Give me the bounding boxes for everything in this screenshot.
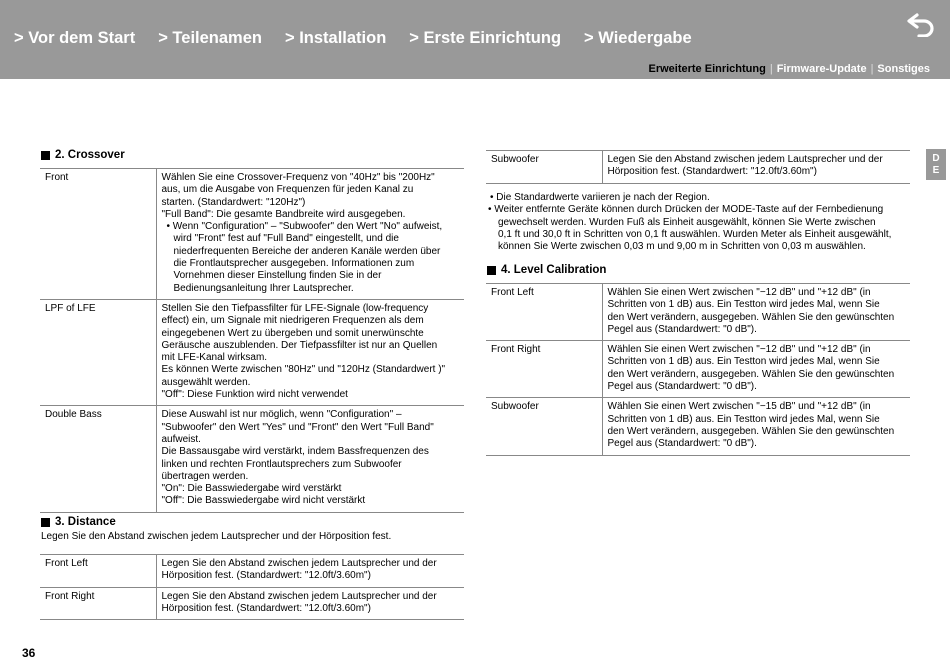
black-square-icon (41, 151, 50, 160)
black-square-icon (487, 266, 496, 275)
text-line: "On": Die Basswiedergabe wird verstärkt (161, 483, 342, 495)
text-line: Schritten von 1 dB) aus. Ein Testton wird jedes Mal, wenn Sie (607, 299, 880, 311)
nav-installation[interactable]: > Installation (284, 29, 387, 47)
sub-nav (648, 63, 930, 75)
text-line: Hörposition fest. (Standardwert: "12.0ft/3.60m") (161, 602, 371, 614)
distance-heading (41, 516, 116, 528)
text-line: mit LFE-Kanal wirksam. (161, 352, 268, 364)
text-line: Hörposition fest. (Standardwert: "12.0ft/3.60m") (607, 166, 817, 178)
row-label: Front Right (40, 587, 156, 620)
crossover-heading (41, 149, 125, 161)
subnav-firmware-update[interactable]: Firmware-Update (776, 63, 867, 75)
text-line: eingegebenen Wert zu übergeben und somit unerwünschte (161, 327, 424, 339)
text-line: Schritten von 1 dB) aus. Ein Testton wird jedes Mal, wenn Sie (607, 413, 880, 425)
list-item (488, 204, 913, 253)
bullet-line: die Frontlautsprecher ausgegeben. Informationen zum (173, 258, 415, 270)
bullet-line: • Wenn "Configuration" – "Subwoofer" den Wert "No" aufweist, (166, 221, 443, 233)
nav-erste-einrichtung[interactable]: > Erste Einrichtung (409, 29, 562, 47)
text-line: übertragen werden. (161, 470, 249, 482)
table-row (40, 555, 464, 588)
row-label: Front Left (40, 555, 156, 588)
text-line: "Off": Die Basswiedergabe wird nicht verstärkt (161, 495, 366, 507)
distance-intro: Legen Sie den Abstand zwischen jedem Lautsprecher und der Hörposition fest. (41, 531, 392, 542)
row-value (602, 151, 910, 184)
black-square-icon (41, 518, 50, 527)
row-value (602, 341, 910, 398)
text-line: 0,1 ft und 30,0 ft in Schritten von 0,1 ft auswählen. Wurden Meter als Einheit ausgewählt, (498, 228, 892, 240)
text-line: den Wert verändern, ausgegeben. Wählen Sie den gewünschten (607, 368, 895, 380)
table-row (40, 587, 464, 620)
row-label: LPF of LFE (40, 299, 156, 405)
table-row (40, 169, 464, 300)
bullet-line: Vornehmen dieser Einstellung finden Sie in der (173, 270, 382, 282)
text-line: • Weiter entfernte Geräte können durch Drücken der MODE-Taste auf der Fernbedienung (488, 204, 884, 216)
text-line: Wählen Sie einen Wert zwischen "−12 dB" und "+12 dB" (in (607, 344, 871, 356)
level-calibration-table (486, 283, 910, 456)
return-arrow-icon[interactable] (905, 11, 937, 37)
subnav-sonstiges[interactable]: Sonstiges (877, 63, 930, 75)
table-row (486, 151, 910, 184)
subnav-separator: | (769, 63, 773, 75)
text-line: Die Bassausgabe wird verstärkt, indem Bassfrequenzen des (161, 446, 429, 458)
crossover-table (40, 168, 464, 513)
text-line: Geräusche auszublenden. Der Tiefpassfilter ist nur an Quellen (161, 339, 438, 351)
nav-teilenamen[interactable]: > Teilenamen (158, 29, 262, 47)
text-line: starten. (Standardwert: "120Hz") (161, 196, 306, 208)
text-line: Legen Sie den Abstand zwischen jedem Lautsprecher und der (607, 154, 883, 165)
row-label: Front (40, 169, 156, 300)
text-line: Diese Auswahl ist nur möglich, wenn "Configuration" – (161, 409, 402, 421)
main-nav (14, 29, 715, 48)
text-line: Es können Werte zwischen "80Hz" und "120Hz (Standardwert )" (161, 364, 446, 376)
crossover-heading-text: 2. Crossover (55, 149, 125, 161)
text-line: aufweist. (161, 433, 201, 445)
table-row (40, 299, 464, 405)
text-line: "Off": Diese Funktion wird nicht verwendet (161, 389, 348, 401)
text-line: den Wert verändern, ausgegeben. Wählen Sie den gewünschten (607, 425, 895, 437)
text-line: ausgewählt werden. (161, 376, 251, 388)
row-value (156, 406, 464, 512)
row-value (602, 284, 910, 341)
text-line: Legen Sie den Abstand zwischen jedem Lautsprecher und der (161, 590, 437, 602)
language-letter: D (932, 153, 940, 164)
text-line: den Wert verändern, ausgegeben. Wählen Sie den gewünschten (607, 311, 895, 323)
level-calibration-heading (487, 264, 606, 276)
distance-subwoofer-table (486, 150, 910, 184)
distance-heading-text: 3. Distance (55, 516, 116, 528)
text-line: Wählen Sie einen Wert zwischen "−12 dB" und "+12 dB" (in (607, 287, 871, 298)
distance-table (40, 554, 464, 620)
text-line: effect) ein, um Signale mit niedrigeren Frequenzen als dem (161, 315, 424, 327)
page-number: 36 (22, 646, 36, 660)
row-label: Subwoofer (486, 398, 602, 455)
table-row (486, 284, 910, 341)
language-letter: E (932, 165, 940, 176)
row-value (156, 587, 464, 620)
row-label: Front Right (486, 341, 602, 398)
table-row (486, 341, 910, 398)
text-line: aus, um die Ausgabe von Frequenzen für jeden Kanal zu (161, 184, 414, 196)
text-line: Pegel aus (Standardwert: "0 dB"). (607, 323, 757, 335)
row-value (156, 299, 464, 405)
row-value (156, 169, 464, 300)
table-row (40, 406, 464, 512)
bullet-line: niederfrequenten Bereiche der anderen Kanäle werden über (173, 245, 441, 257)
text-line: "Subwoofer" den Wert "Yes" und "Front" den Wert "Full Band" (161, 421, 434, 433)
text-line: Pegel aus (Standardwert: "0 dB"). (607, 438, 757, 450)
nav-vor-dem-start[interactable]: > Vor dem Start (14, 29, 136, 47)
distance-notes (488, 192, 913, 253)
header-bar (0, 0, 950, 79)
bullet-line: wird "Front" fest auf "Full Band" eingestellt, und die (173, 233, 399, 245)
text-line: "Full Band": Die gesamte Bandbreite wird ausgegeben. (161, 208, 406, 220)
text-line: Wählen Sie eine Crossover-Frequenz von "40Hz" bis "200Hz" (161, 172, 435, 183)
text-line: Hörposition fest. (Standardwert: "12.0ft/3.60m") (161, 570, 371, 582)
table-row (486, 398, 910, 455)
language-tab[interactable] (926, 149, 946, 180)
text-line: können Sie Werte zwischen 0,03 m und 9,00 m in Schritten von 0,03 m auswählen. (498, 241, 866, 253)
text-line: • Die Standardwerte variieren je nach der Region. (490, 192, 710, 203)
row-value (156, 555, 464, 588)
row-value (602, 398, 910, 455)
text-line: Wählen Sie einen Wert zwischen "−15 dB" und "+12 dB" (in (607, 401, 871, 413)
list-item (488, 192, 913, 204)
nav-wiedergabe[interactable]: > Wiedergabe (584, 29, 692, 47)
text-line: gewechselt werden. Wurden Fuß als Einheit ausgewählt, können Sie Werte zwischen (498, 216, 876, 228)
level-calibration-heading-text: 4. Level Calibration (501, 264, 607, 276)
subnav-erweiterte-einrichtung[interactable]: Erweiterte Einrichtung (648, 63, 766, 75)
text-line: linken und rechten Frontlautsprechers zum Subwoofer (161, 458, 402, 470)
text-line: Schritten von 1 dB) aus. Ein Testton wird jedes Mal, wenn Sie (607, 356, 880, 368)
subnav-separator: | (870, 63, 874, 75)
text-line: Legen Sie den Abstand zwischen jedem Lautsprecher und der (161, 558, 437, 569)
text-line: Pegel aus (Standardwert: "0 dB"). (607, 381, 757, 393)
row-label: Front Left (486, 284, 602, 341)
bullet-line: Bedienungsanleitung Ihrer Lautsprecher. (173, 282, 354, 294)
text-line: Stellen Sie den Tiefpassfilter für LFE-Signale (low-frequency (161, 302, 429, 314)
row-label: Double Bass (40, 406, 156, 512)
row-label: Subwoofer (486, 151, 602, 184)
